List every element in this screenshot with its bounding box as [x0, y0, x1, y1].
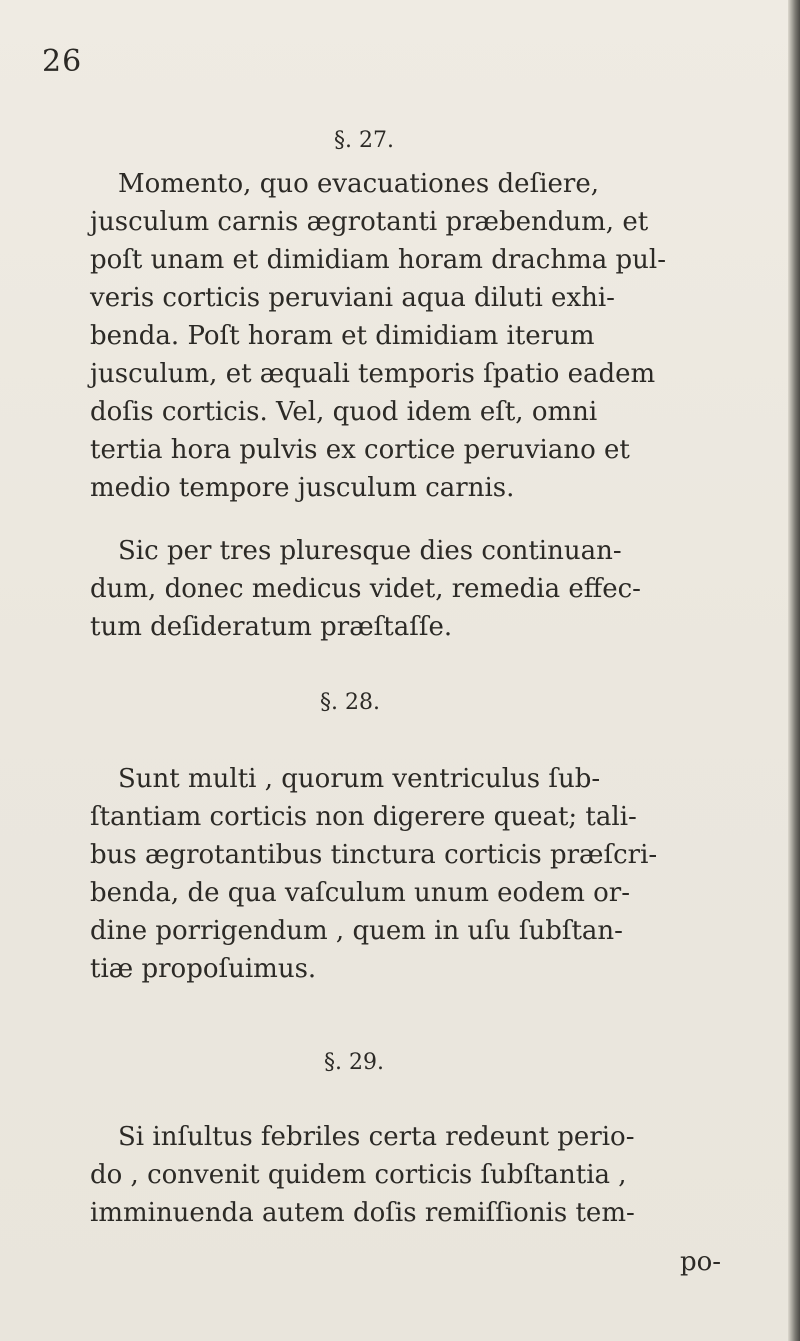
text-line: medio tempore jusculum carnis. — [90, 473, 515, 503]
text-line: ſtantiam corticis non digerere queat; tali- — [90, 802, 637, 832]
text-line: do , convenit quidem corticis ſubſtantia , — [90, 1160, 627, 1190]
text-line: benda. Poſt horam et dimidiam iterum — [90, 321, 595, 351]
text-line: imminuenda autem doſis remiſſionis tem- — [90, 1198, 635, 1228]
section-heading-28: §. 28. — [320, 690, 380, 715]
text-line: benda, de qua vaſculum unum eodem or- — [90, 878, 631, 908]
text-line: dine porrigendum , quem in uſu ſubſtan- — [90, 916, 623, 946]
text-line: Momento, quo evacuationes deſiere, — [118, 169, 599, 199]
text-line: tum deſideratum præſtaſſe. — [90, 612, 453, 642]
text-line: doſis corticis. Vel, quod idem eſt, omni — [90, 397, 598, 427]
text-line: dum, donec medicus videt, remedia effec- — [90, 574, 641, 604]
text-line: Sic per tres pluresque dies continuan- — [118, 536, 622, 566]
text-line: tertia hora pulvis ex cortice peruviano et — [90, 435, 630, 465]
text-line: poſt unam et dimidiam horam drachma pul- — [90, 245, 666, 275]
paragraph-28-1 — [90, 760, 766, 988]
paragraph-29-1 — [90, 1118, 766, 1232]
text-line: jusculum carnis ægrotanti præbendum, et — [90, 207, 649, 237]
text-line: Sunt multi , quorum ventriculus ſub- — [118, 764, 601, 794]
page-edge-shadow — [788, 0, 800, 1341]
catchword: po- — [680, 1247, 722, 1277]
text-line: veris corticis peruviani aqua diluti exhi- — [90, 283, 615, 313]
section-heading-29: §. 29. — [324, 1050, 384, 1075]
paragraph-27-2 — [90, 532, 766, 646]
page-number: 26 — [42, 44, 83, 79]
text-line: bus ægrotantibus tinctura corticis præſcri- — [90, 840, 658, 870]
text-line: jusculum, et æquali temporis ſpatio eadem — [90, 359, 656, 389]
text-line: tiæ propoſuimus. — [90, 954, 317, 984]
section-heading-27: §. 27. — [334, 128, 394, 153]
paragraph-27-1 — [90, 165, 766, 507]
text-line: Si inſultus febriles certa redeunt perio- — [118, 1122, 635, 1152]
